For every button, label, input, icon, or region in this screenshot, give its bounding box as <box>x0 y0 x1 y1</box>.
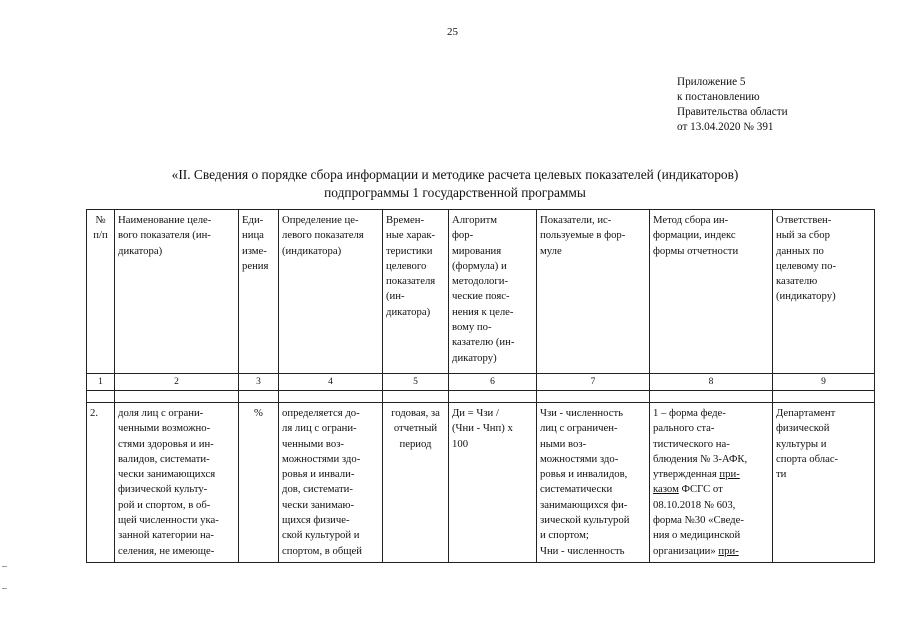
table-row <box>87 403 875 563</box>
row-time-characteristics: годовая, за отчетный период <box>383 403 449 563</box>
row-collection-method <box>650 403 773 563</box>
column-number: 1 <box>87 374 115 391</box>
row-unit: % <box>239 403 279 563</box>
appendix-line-1: Приложение 5 <box>677 76 746 88</box>
row-formula: Ди = Чзи / (Чни - Чнп) х 100 <box>449 403 537 563</box>
appendix-line-4: от 13.04.2020 № 391 <box>677 121 774 133</box>
column-number: 4 <box>279 374 383 391</box>
order-link-2[interactable]: при- <box>718 544 739 557</box>
column-number: 6 <box>449 374 537 391</box>
header-responsible: Ответствен- ный за сбор данных по целевому по- казателю (индикатору) <box>773 210 875 374</box>
title-line-2: подпрограммы 1 государственной программы <box>324 185 586 200</box>
margin-mark <box>2 588 7 589</box>
header-algorithm: Алгоритм фор- мирования (формула) и методологи- ческие пояс- нения к целе- вому по- казателю (ин- дикатору) <box>449 210 537 374</box>
column-number: 2 <box>115 374 239 391</box>
margin-mark <box>2 566 7 567</box>
title-line-1: «II. Сведения о порядке сбора информации и методике расчета целевых показателей (индикаторов) <box>171 167 739 182</box>
row-num: 2. <box>87 403 115 563</box>
appendix-header <box>677 75 788 135</box>
appendix-line-3: Правительства области <box>677 106 788 118</box>
document-title <box>130 166 780 202</box>
column-number: 5 <box>383 374 449 391</box>
column-number: 7 <box>537 374 650 391</box>
method-text-1: 1 – форма феде- рального ста- тистического на- блюдения № 3-АФК, утвержденная <box>653 407 748 481</box>
header-collection-method: Метод сбора ин- формации, индекс формы отчетности <box>650 210 773 374</box>
order-link[interactable]: при- казом <box>653 468 740 496</box>
header-time-characteristics: Времен- ные харак- теристики целевого показателя (ин- дикатора) <box>383 210 449 374</box>
header-indicator-name: Наименование целе- вого показателя (ин- дикатора) <box>115 210 239 374</box>
column-number-row <box>87 374 875 391</box>
row-definition: определяется до- ля лиц с ограни- ченными воз- можностями здо- ровья и инвали- дов, системати- чески занимаю- щихся физиче- ской культурой и спортом, в общей <box>279 403 383 563</box>
page-number: 25 <box>447 26 458 38</box>
column-number: 8 <box>650 374 773 391</box>
method-text-2: ФСГС от 08.10.2018 № 603, форма №30 «Сведе- ния о медицинской организации» <box>653 483 744 557</box>
table-header-row <box>87 210 875 374</box>
header-num: № п/п <box>87 210 115 374</box>
row-formula-indicators: Чзи - численность лиц с ограничен- ными воз- можностями здо- ровья и инвалидов, систематически занимающихся фи- зической культурой и спортом; Чни - численность <box>537 403 650 563</box>
row-responsible: Департамент физической культуры и спорта облас- ти <box>773 403 875 563</box>
column-number: 3 <box>239 374 279 391</box>
header-formula-indicators: Показатели, ис- пользуемые в фор- муле <box>537 210 650 374</box>
column-number: 9 <box>773 374 875 391</box>
row-indicator-name: доля лиц с ограни- ченными возможно- стями здоровья и ин- валидов, системати- чески занимающихся физической культу- рой и спортом, в об- щей численности ука- занной категории на- селения, не имеюще- <box>115 403 239 563</box>
header-definition: Определение це- левого показателя (индикатора) <box>279 210 383 374</box>
indicators-table <box>86 209 875 563</box>
header-unit: Еди- ница изме- рения <box>239 210 279 374</box>
appendix-line-2: к постановлению <box>677 91 760 103</box>
spacer-row <box>87 391 875 403</box>
